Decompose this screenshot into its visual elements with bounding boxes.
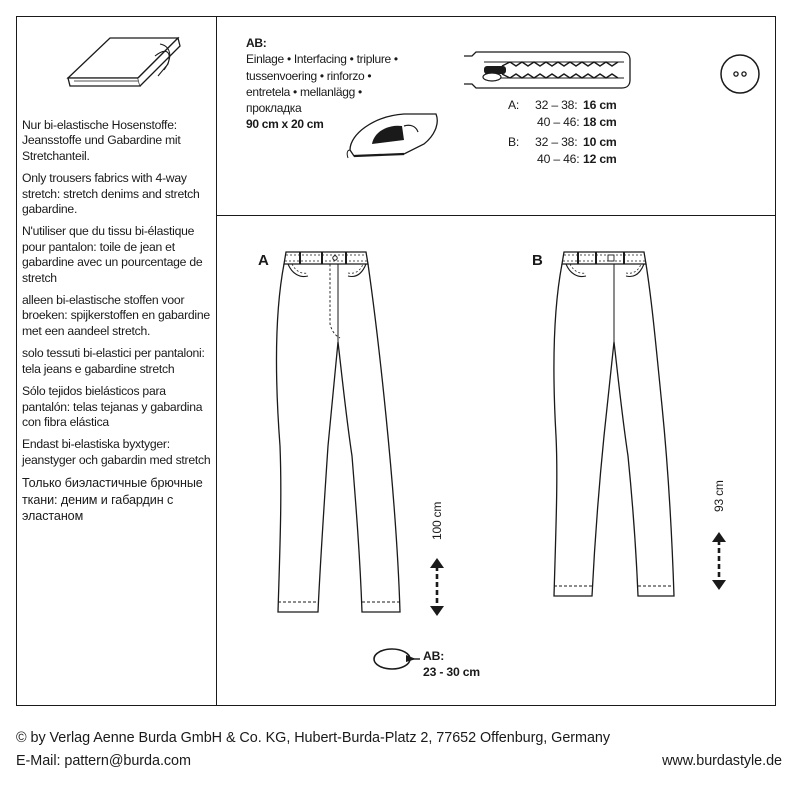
button-icon — [718, 52, 762, 96]
zipper-a-sizes-2: 40 – 46: — [537, 114, 580, 129]
trousers-view-a-drawing — [270, 246, 420, 626]
zipper-a-sizes-1: 32 – 38: — [535, 98, 578, 112]
fabric-recommendations — [22, 118, 212, 532]
belt-width-info — [423, 648, 480, 680]
zipper-b-sizes-2: 40 – 46: — [537, 151, 580, 166]
fabric-text-sv: Endast bi-elastiska byxtyger: jeanstyger och gabardin med stretch — [22, 437, 211, 467]
view-b-label: B — [532, 252, 543, 269]
fabric-text-de: Nur bi-elastische Hosenstoffe: Jeansstoffe und Gabardine mit Stretchanteil. — [22, 118, 181, 163]
belt-value: 23 - 30 cm — [423, 665, 480, 679]
fabric-text-nl: alleen bi-elastische stoffen voor broeken: spijkerstoffen en gabardine met een aandeel stretch. — [22, 293, 210, 338]
zipper-b-length-2: 12 cm — [583, 151, 617, 166]
interfacing-size: 90 cm x 20 cm — [246, 117, 324, 132]
length-arrow-b — [708, 530, 730, 592]
trousers-view-b-drawing — [548, 246, 698, 606]
fabric-text-ru: Только биэластичные брючные ткани: деним и габардин с эластаном — [22, 476, 203, 524]
fabric-roll-icon — [60, 30, 190, 95]
belt-label: AB: — [423, 649, 445, 663]
length-label-a: 100 cm — [430, 501, 444, 540]
zipper-lengths — [508, 97, 617, 167]
fabric-text-it: solo tessuti bi-elastici per pantaloni: tela jeans e gabardine stretch — [22, 346, 205, 376]
zipper-a-label: A: — [508, 98, 520, 112]
interfacing-line-4: прокладка — [246, 101, 302, 116]
fabric-text-es: Sólo tejidos bielásticos para pantalón: telas tejanas y gabardina con fibra elástica — [22, 384, 203, 429]
iron-icon — [344, 104, 444, 164]
zipper-b-sizes-1: 32 – 38: — [535, 135, 578, 149]
zipper-icon — [462, 50, 632, 90]
email-text[interactable]: E-Mail: pattern@burda.com — [16, 753, 191, 769]
interfacing-line-2: tussenvoering • rinforzo • — [246, 68, 372, 83]
interfacing-line-3: entretela • mellanlägg • — [246, 84, 362, 99]
column-divider — [216, 16, 217, 706]
zipper-a-length-1: 16 cm — [583, 98, 617, 112]
row-divider — [216, 215, 776, 216]
copyright-text: © by Verlag Aenne Burda GmbH & Co. KG, Hubert-Burda-Platz 2, 77652 Offenburg, Germany — [16, 730, 611, 746]
interfacing-heading: AB: — [246, 36, 267, 50]
footer-copyright-row — [16, 730, 782, 746]
fabric-text-fr: N'utiliser que du tissu bi-élastique pour pantalon: toile de jean et gabardine avec un pourcentage de stretch — [22, 224, 203, 285]
interfacing-line-1: Einlage • Interfacing • triplure • — [246, 52, 398, 67]
website-link[interactable]: www.burdastyle.de — [662, 753, 782, 769]
length-label-b: 93 cm — [712, 480, 726, 512]
zipper-a-length-2: 18 cm — [583, 114, 617, 129]
footer-contact-row — [16, 753, 782, 769]
belt-measure-icon — [370, 644, 422, 674]
view-a-label: A — [258, 252, 269, 269]
zipper-b-label: B: — [508, 135, 520, 149]
length-arrow-a — [426, 556, 448, 618]
zipper-b-length-1: 10 cm — [583, 135, 617, 149]
fabric-text-en: Only trousers fabrics with 4-way stretch: stretch denims and stretch gabardine. — [22, 171, 200, 217]
